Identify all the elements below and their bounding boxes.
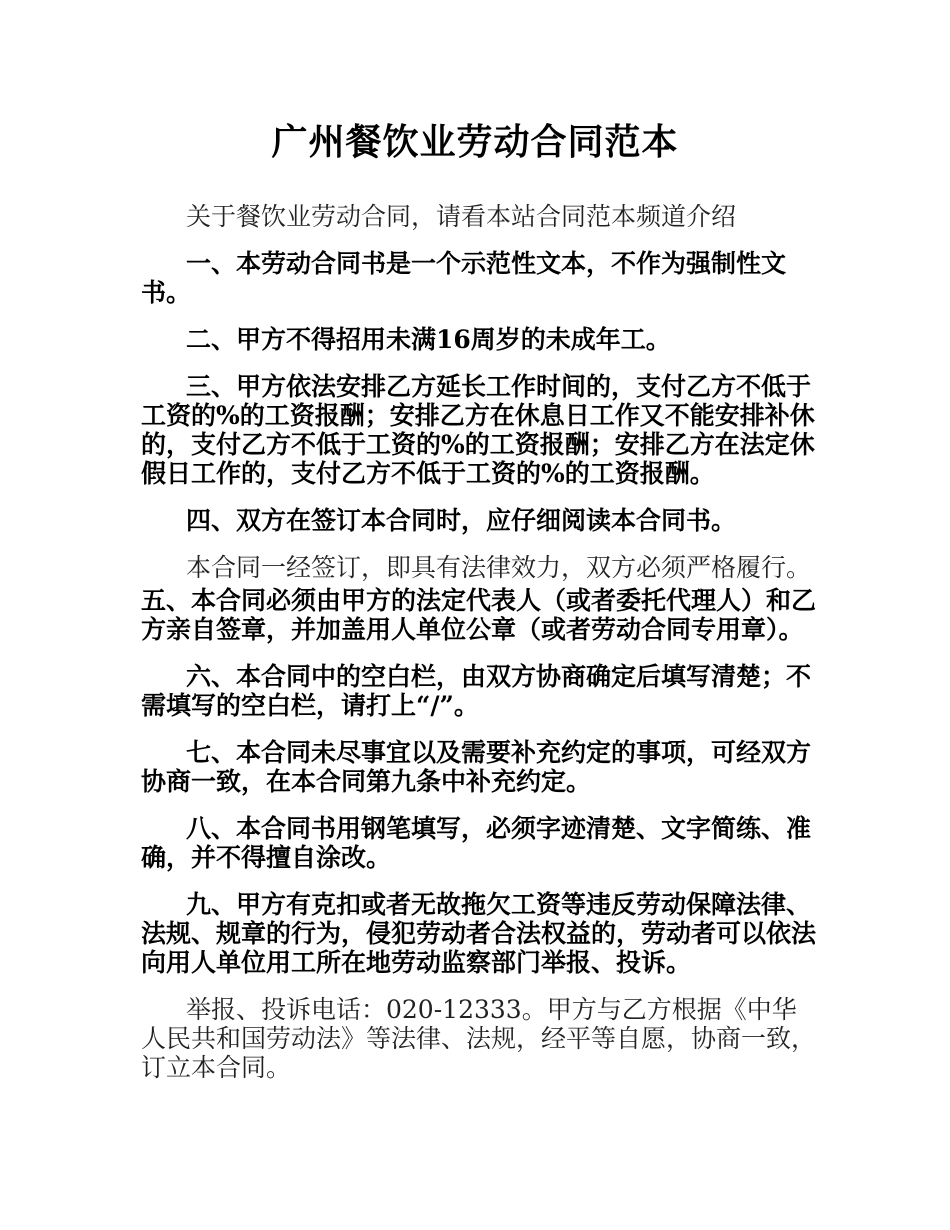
- clause-7: 七、本合同未尽事宜以及需要补充约定的事项，可经双方协商一致，在本合同第九条中补充约定。: [141, 738, 812, 796]
- document-title: 广州餐饮业劳动合同范本: [271, 121, 679, 163]
- clause-9: 九、甲方有克扣或者无故拖欠工资等违反劳动保障法律、法规、规章的行为，侵犯劳动者合法权益的，劳动者可以依法向用人单位用工所在地劳动监察部门举报、投诉。: [141, 890, 817, 977]
- document-body: [141, 202, 819, 1082]
- contact-paragraph: 举报、投诉电话：020-12333。甲方与乙方根据《中华人民共和国劳动法》等法律、法规，经平等自愿，协商一致，订立本合同。: [141, 995, 817, 1082]
- effect-paragraph: 本合同一经签订，即具有法律效力，双方必须严格履行。: [186, 553, 812, 582]
- clause-5: 五、本合同必须由甲方的法定代表人（或者委托代理人）和乙方亲自签章，并加盖用人单位公章（或者劳动合同专用章）。: [141, 586, 817, 644]
- clause-2: 二、甲方不得招用未满16周岁的未成年工。: [186, 325, 671, 354]
- clause-3: 三、甲方依法安排乙方延长工作时间的，支付乙方不低于工资的%的工资报酬；安排乙方在休息日工作又不能安排补休的，支付乙方不低于工资的%的工资报酬；安排乙方在法定休假日工作的，支付乙方不低于工资的%的工资报酬。: [141, 372, 815, 488]
- clause-1: 一、本劳动合同书是一个示范性文本，不作为强制性文书。: [141, 249, 787, 307]
- clause-6: 六、本合同中的空白栏，由双方协商确定后填写清楚；不需填写的空白栏，请打上“/”。: [141, 662, 812, 720]
- clause-8: 八、本合同书用钢笔填写，必须字迹清楚、文字简练、准确，并不得擅自涂改。: [141, 814, 812, 872]
- intro-paragraph: 关于餐饮业劳动合同，请看本站合同范本频道介绍: [186, 202, 737, 231]
- clause-4: 四、双方在签订本合同时，应仔细阅读本合同书。: [186, 506, 737, 535]
